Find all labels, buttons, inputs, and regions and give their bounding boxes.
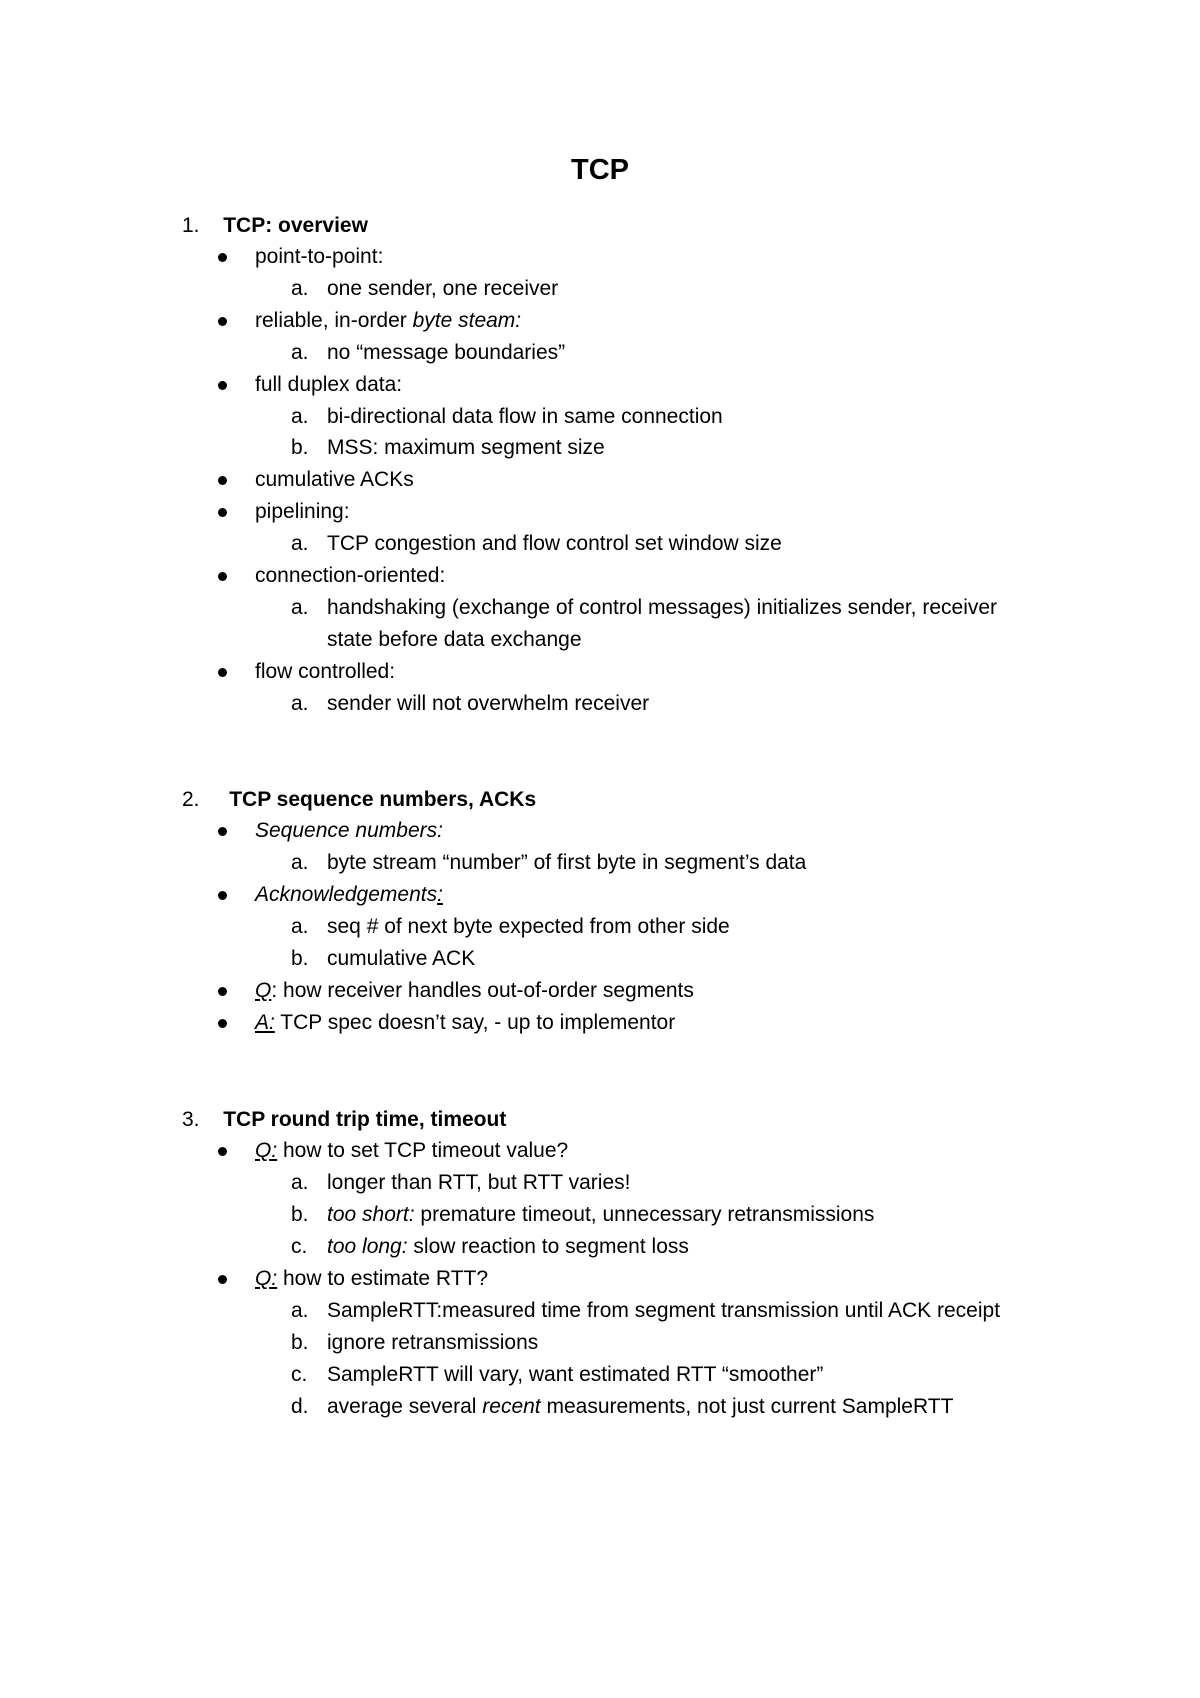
list-item: flow controlled: — [255, 660, 396, 683]
sub-item: SampleRTT:measured time from segment transmission until ACK receipt — [327, 1299, 1001, 1322]
list-item — [255, 1265, 488, 1293]
list-item-italic: byte steam: — [412, 309, 522, 332]
sub-item: SampleRTT will vary, want estimated RTT “smoother” — [327, 1363, 824, 1386]
sub-item — [327, 1201, 874, 1229]
list-item: Sequence numbers: — [255, 819, 443, 842]
sub-item-label: c. — [291, 1235, 308, 1258]
list-item: cumulative ACKs — [255, 468, 414, 491]
bullet-icon — [218, 572, 227, 581]
sub-item-label: a. — [291, 1171, 309, 1194]
section-heading — [182, 1106, 506, 1134]
sub-item-label: a. — [291, 277, 309, 300]
bullet-icon — [218, 253, 227, 262]
sub-item-label: a. — [291, 915, 309, 938]
section-number: 1. — [182, 214, 200, 237]
list-item — [255, 881, 443, 909]
sub-item-text: average several — [327, 1395, 483, 1418]
list-item-text: how to estimate RTT? — [277, 1267, 489, 1290]
list-item: connection-oriented: — [255, 564, 446, 587]
list-item-text: reliable, in-order — [255, 309, 413, 332]
sub-item-label: b. — [291, 436, 309, 459]
sub-item-label: c. — [291, 1363, 308, 1386]
bullet-icon — [218, 668, 227, 677]
list-item-text: TCP spec doesn’t say, - up to implementor — [274, 1011, 676, 1034]
section-heading — [182, 212, 368, 240]
section-number: 3. — [182, 1108, 200, 1131]
sub-item-text: slow reaction to segment loss — [407, 1235, 689, 1258]
sub-item-label: a. — [291, 692, 309, 715]
sub-item: one sender, one receiver — [327, 277, 559, 300]
sub-item — [327, 1233, 689, 1261]
bullet-icon — [218, 987, 227, 996]
list-item-italic: Acknowledgements — [255, 883, 438, 906]
list-item-underlined: Q: — [255, 1139, 278, 1162]
list-item-underlined: Q: — [255, 1267, 278, 1290]
sub-item: no “message boundaries” — [327, 341, 566, 364]
section-title: TCP: overview — [223, 214, 368, 237]
sub-item — [327, 1393, 953, 1421]
bullet-icon — [218, 1019, 227, 1028]
page-title: TCP — [571, 154, 629, 186]
section-number: 2. — [182, 788, 200, 811]
list-item-underlined: A: — [255, 1011, 275, 1034]
sub-item: bi-directional data flow in same connection — [327, 405, 723, 428]
sub-item-label: a. — [291, 341, 309, 364]
section-heading — [182, 786, 536, 814]
sub-item-text: premature timeout, unnecessary retransmissions — [414, 1203, 875, 1226]
bullet-icon — [218, 317, 227, 326]
sub-item-label: a. — [291, 405, 309, 428]
sub-item-label: a. — [291, 1299, 309, 1322]
sub-item: MSS: maximum segment size — [327, 436, 605, 459]
sub-item-label: a. — [291, 532, 309, 555]
sub-item-italic: too long: — [327, 1235, 408, 1258]
list-item-text: how to set TCP timeout value? — [277, 1139, 569, 1162]
section-title: TCP round trip time, timeout — [223, 1108, 507, 1131]
sub-item: ignore retransmissions — [327, 1331, 539, 1354]
sub-item-label: b. — [291, 1331, 309, 1354]
list-item-underlined: Q — [255, 979, 272, 1002]
list-item: full duplex data: — [255, 373, 403, 396]
list-item: pipelining: — [255, 500, 350, 523]
sub-item: byte stream “number” of first byte in segment’s data — [327, 851, 807, 874]
sub-item-italic: recent — [482, 1395, 541, 1418]
sub-item: cumulative ACK — [327, 947, 476, 970]
sub-item-label: a. — [291, 851, 309, 874]
sub-item: handshaking (exchange of control messages) initializes sender, receiver — [327, 596, 998, 619]
sub-item-text: measurements, not just current SampleRTT — [540, 1395, 954, 1418]
bullet-icon — [218, 1147, 227, 1156]
sub-item-label: b. — [291, 947, 309, 970]
list-item: point-to-point: — [255, 245, 384, 268]
sub-item-label: a. — [291, 596, 309, 619]
list-item — [255, 1137, 568, 1165]
sub-item: seq # of next byte expected from other side — [327, 915, 730, 938]
bullet-icon — [218, 381, 227, 390]
bullet-icon — [218, 1275, 227, 1284]
section-title: TCP sequence numbers, ACKs — [229, 788, 537, 811]
sub-item: TCP congestion and flow control set window size — [327, 532, 782, 555]
sub-item: longer than RTT, but RTT varies! — [327, 1171, 631, 1194]
list-item-text: : how receiver handles out-of-order segments — [271, 979, 694, 1002]
list-item-underlined: : — [437, 883, 443, 906]
bullet-icon — [218, 508, 227, 517]
sub-item-italic: too short: — [327, 1203, 415, 1226]
sub-item-label: d. — [291, 1395, 309, 1418]
bullet-icon — [218, 891, 227, 900]
bullet-icon — [218, 476, 227, 485]
list-item — [255, 307, 521, 335]
sub-item-label: b. — [291, 1203, 309, 1226]
sub-item-continuation: state before data exchange — [327, 628, 582, 651]
list-item — [255, 977, 694, 1005]
bullet-icon — [218, 827, 227, 836]
list-item — [255, 1009, 675, 1037]
sub-item: sender will not overwhelm receiver — [327, 692, 650, 715]
